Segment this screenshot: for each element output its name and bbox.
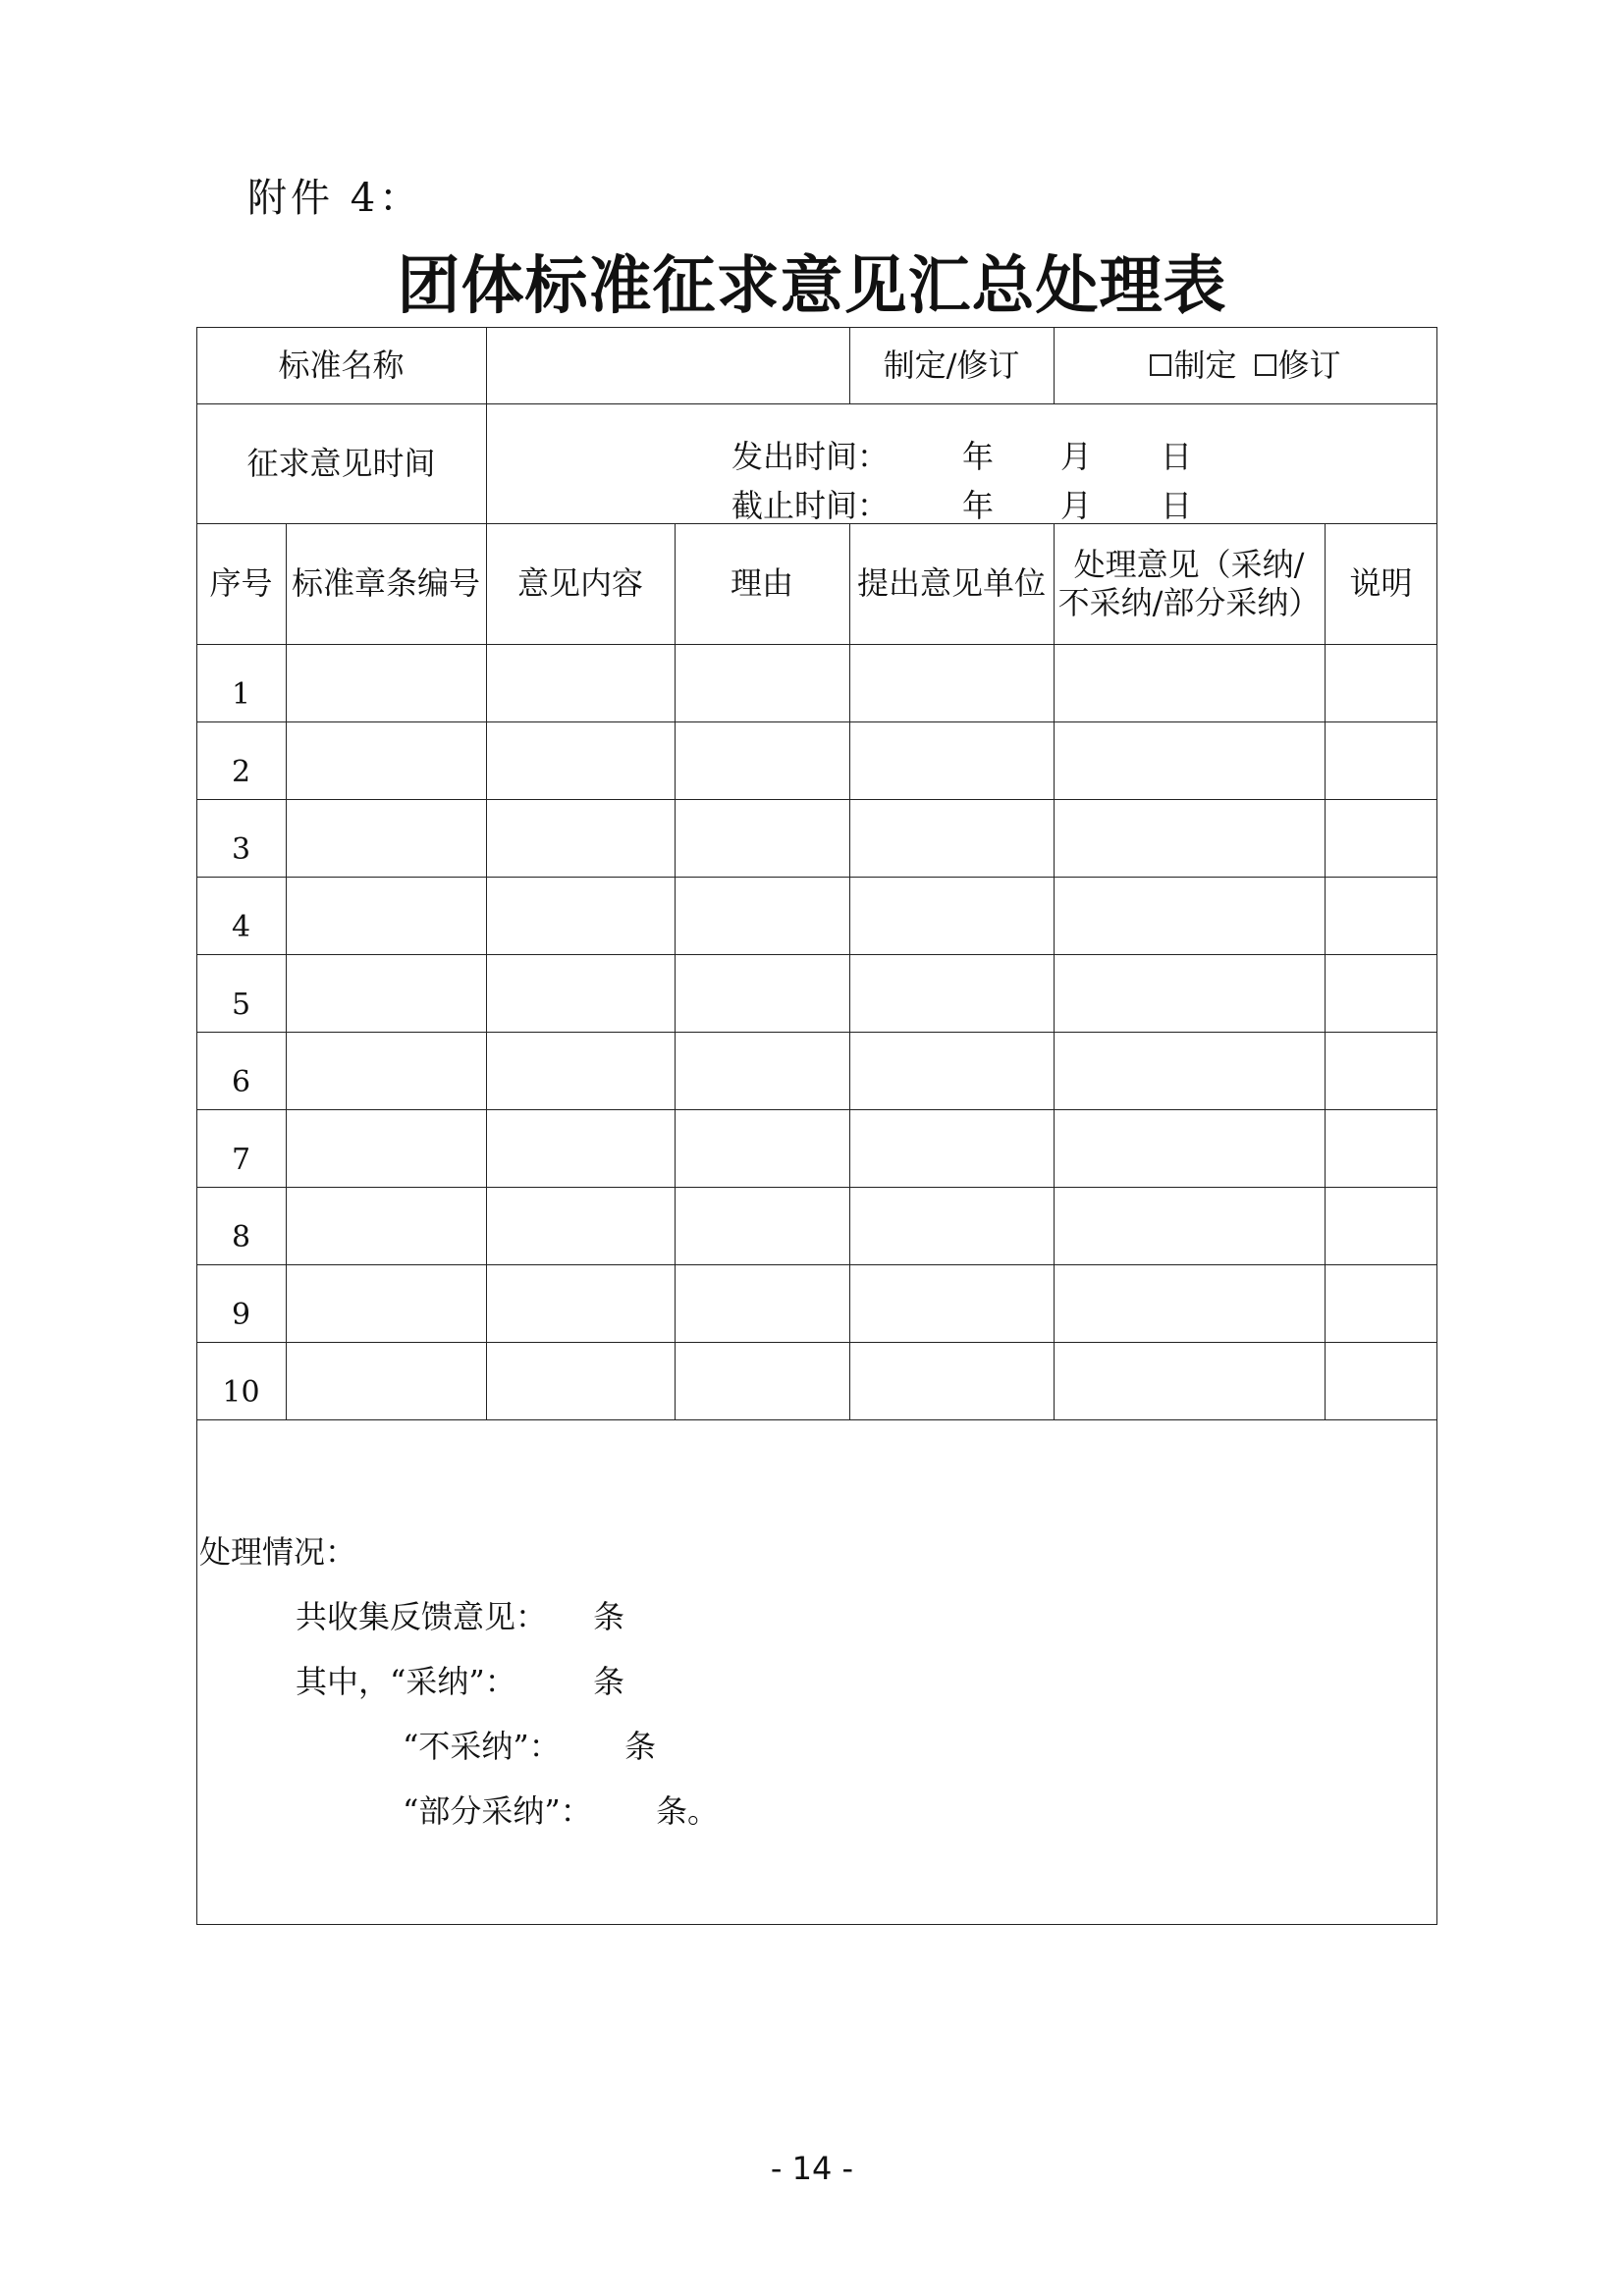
summary-rejected-unit: 条 <box>624 1728 657 1765</box>
table-divider <box>849 523 850 1419</box>
type-options <box>1054 327 1437 403</box>
table-divider <box>196 1264 1437 1265</box>
create-checkbox[interactable] <box>1150 347 1236 384</box>
table-divider <box>286 523 287 1419</box>
page-number: - 14 - <box>770 2150 854 2187</box>
column-header-content: 意见内容 <box>516 564 643 603</box>
deadline-label: 截止时间： <box>731 487 890 524</box>
summary-total-unit: 条 <box>593 1598 625 1635</box>
summary-total-label: 共收集反馈意见： <box>296 1598 548 1635</box>
deadline-year-label: 年 <box>962 487 995 524</box>
table-divider <box>1054 523 1055 1419</box>
table-divider <box>1325 523 1326 1419</box>
row-number: 9 <box>231 1298 251 1332</box>
type-label: 制定/修订 <box>883 346 1020 384</box>
checkbox-icon <box>1255 354 1276 376</box>
column-header-handling <box>1054 523 1325 644</box>
comment-time-label: 征求意见时间 <box>246 444 436 482</box>
table-divider <box>196 1342 1437 1343</box>
revise-option-label: 修订 <box>1277 346 1341 384</box>
summary-accepted-label: 其中，“采纳”： <box>296 1663 516 1700</box>
row-number: 8 <box>231 1220 251 1255</box>
summary-partial-unit: 条。 <box>656 1792 720 1830</box>
row-number: 3 <box>231 832 251 867</box>
page-title: 团体标准征求意见汇总处理表 <box>397 250 1227 323</box>
standard-name-label: 标准名称 <box>278 346 405 384</box>
checkbox-icon <box>1150 354 1171 376</box>
column-header-note: 说明 <box>1349 564 1413 603</box>
row-number: 4 <box>231 910 251 944</box>
summary-rejected-label: “不采纳”： <box>403 1728 561 1765</box>
row-number: 2 <box>231 755 251 789</box>
table-divider <box>675 523 676 1419</box>
table-divider <box>196 954 1437 955</box>
deadline-day-label: 日 <box>1161 487 1193 524</box>
row-number: 6 <box>231 1065 251 1099</box>
table-divider <box>196 1109 1437 1110</box>
row-number: 7 <box>231 1143 251 1177</box>
table-divider <box>196 799 1437 800</box>
table-divider <box>486 523 487 1419</box>
send-month-label: 月 <box>1060 438 1093 475</box>
attachment-label: 附件 4： <box>247 176 423 221</box>
column-header-index: 序号 <box>209 564 273 603</box>
table-divider <box>196 877 1437 878</box>
row-number: 5 <box>231 988 251 1022</box>
row-number: 10 <box>222 1375 260 1410</box>
table-divider <box>196 1032 1437 1033</box>
revise-checkbox[interactable] <box>1255 347 1341 384</box>
column-header-unit: 提出意见单位 <box>856 564 1046 603</box>
deadline-month-label: 月 <box>1060 487 1093 524</box>
handling-header-line1: 处理意见（采纳/ <box>1073 546 1305 584</box>
summary-partial-label: “部分采纳”： <box>403 1792 592 1830</box>
table-divider <box>196 721 1437 722</box>
summary-accepted-unit: 条 <box>593 1663 625 1700</box>
create-option-label: 制定 <box>1173 346 1237 384</box>
table-divider <box>196 1419 1437 1420</box>
send-day-label: 日 <box>1161 438 1193 475</box>
handling-header-line2: 不采纳/部分采纳） <box>1057 583 1321 621</box>
column-header-clause: 标准章条编号 <box>291 564 480 603</box>
send-year-label: 年 <box>962 438 995 475</box>
column-header-reason: 理由 <box>730 564 793 603</box>
summary-heading: 处理情况： <box>199 1533 357 1571</box>
send-time-label: 发出时间： <box>731 438 890 475</box>
row-number: 1 <box>231 677 251 712</box>
table-divider <box>196 1187 1437 1188</box>
standard-name-field[interactable] <box>486 327 849 403</box>
table-divider <box>196 644 1437 645</box>
